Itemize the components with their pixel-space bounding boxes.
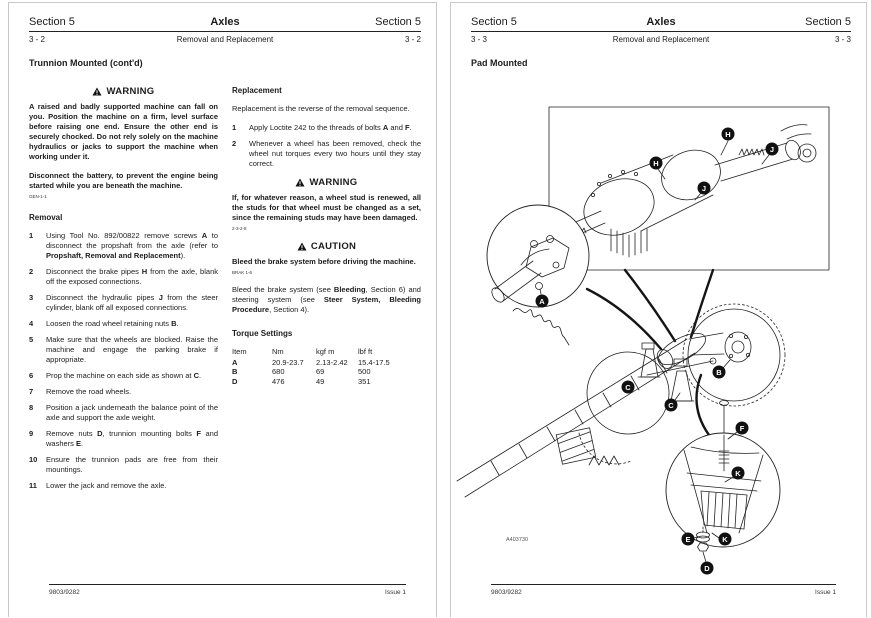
svg-text:C: C bbox=[668, 401, 674, 410]
topic-heading: Trunnion Mounted (cont'd) bbox=[29, 58, 143, 68]
step-number: 3 bbox=[29, 293, 34, 302]
callout-j1 bbox=[766, 143, 779, 156]
warning-heading bbox=[29, 86, 218, 97]
svg-text:K: K bbox=[722, 535, 728, 544]
step-number: 1 bbox=[29, 231, 34, 240]
warning-icon bbox=[295, 178, 305, 187]
removal-step bbox=[29, 335, 218, 365]
caution-text: Bleed the brake system before driving the machine. bbox=[232, 257, 416, 266]
table-cell: 500 bbox=[358, 367, 371, 376]
callout-c1 bbox=[622, 381, 635, 394]
leader-swoosh bbox=[691, 270, 713, 337]
step-text: Prop the machine on each side as shown at C. bbox=[46, 371, 202, 380]
step-number: 6 bbox=[29, 371, 34, 380]
step-text: Make sure that the wheels are blocked. Raise the machine and engage the parking brake if appropriate. bbox=[46, 335, 218, 364]
header-section-right: Section 5 bbox=[805, 16, 851, 28]
table-cell: D bbox=[232, 376, 238, 386]
step-number: 1 bbox=[232, 123, 237, 132]
header-section-left: Section 5 bbox=[471, 16, 517, 28]
callout-f bbox=[736, 422, 749, 435]
table-row bbox=[232, 367, 421, 377]
svg-text:H: H bbox=[725, 130, 731, 139]
column-header: kgf m bbox=[316, 347, 335, 356]
callout-d bbox=[701, 562, 714, 575]
right-column bbox=[232, 78, 421, 497]
removal-step bbox=[29, 371, 218, 381]
replacement-step bbox=[232, 139, 421, 169]
svg-text:C: C bbox=[625, 383, 631, 392]
warning-label: WARNING bbox=[106, 86, 155, 97]
step-text: Disconnect the brake pipes H from the axle, blank off the exposed connections. bbox=[46, 267, 218, 286]
step-number: 8 bbox=[29, 403, 34, 412]
issue-label: Issue 1 bbox=[385, 589, 406, 596]
leader-swoosh bbox=[625, 270, 675, 341]
table-cell: 476 bbox=[272, 376, 285, 386]
figure-reference: A403730 bbox=[506, 537, 529, 543]
step-text: Lower the jack and remove the axle. bbox=[46, 481, 167, 490]
callout-k1 bbox=[732, 467, 745, 480]
reference-code: GEN-1-1 bbox=[29, 194, 47, 199]
chapter-subtitle: Removal and Replacement bbox=[612, 35, 710, 44]
table-cell: 680 bbox=[272, 367, 285, 376]
step-number: 5 bbox=[29, 335, 34, 344]
svg-text:B: B bbox=[716, 368, 722, 377]
step-text: Using Tool No. 892/00822 remove screws A to disconnect the propshaft from the axle (refer to Propshaft, Removal and Replacement). bbox=[46, 231, 218, 260]
svg-text:J: J bbox=[769, 145, 775, 154]
header-section-right: Section 5 bbox=[375, 16, 421, 28]
removal-step bbox=[29, 387, 218, 397]
leader-swoosh bbox=[587, 289, 661, 349]
table-cell: 2.13-2.42 bbox=[316, 357, 348, 367]
replacement-intro: Replacement is the reverse of the removal sequence. bbox=[232, 104, 410, 113]
header-title: Axles bbox=[646, 16, 676, 28]
step-text: Remove the road wheels. bbox=[46, 387, 132, 396]
replacement-heading: Replacement bbox=[232, 86, 282, 95]
step-number: 11 bbox=[29, 481, 37, 490]
callout-h1 bbox=[722, 128, 735, 141]
step-text: Ensure the trunnion pads are free from their mountings. bbox=[46, 455, 218, 474]
removal-step bbox=[29, 293, 218, 313]
torque-table bbox=[232, 347, 421, 386]
header-title: Axles bbox=[210, 16, 240, 28]
step-number: 2 bbox=[232, 139, 237, 148]
chapter-subtitle: Removal and Replacement bbox=[176, 35, 274, 44]
step-number: 9 bbox=[29, 429, 34, 438]
caution-label: CAUTION bbox=[310, 241, 357, 252]
squiggle-line bbox=[513, 308, 569, 345]
topic-heading: Pad Mounted bbox=[471, 58, 528, 68]
replacement-step bbox=[232, 123, 421, 133]
callout-k2 bbox=[719, 533, 732, 546]
left-column bbox=[29, 78, 218, 497]
page-number-right: 3 - 3 bbox=[834, 35, 851, 44]
axle-diagram bbox=[451, 3, 867, 618]
table-row bbox=[232, 358, 421, 368]
svg-text:F: F bbox=[739, 424, 745, 433]
svg-text:J: J bbox=[701, 184, 707, 193]
table-cell: A bbox=[232, 357, 238, 367]
page-number-right: 3 - 2 bbox=[404, 35, 421, 44]
svg-text:E: E bbox=[685, 535, 691, 544]
bleed-paragraph: Bleed the brake system (see Bleeding, Section 6) and steering system (see Steer System, Bleeding Procedure, Section 4). bbox=[232, 285, 421, 314]
page-subheader bbox=[29, 32, 421, 44]
callout-c2 bbox=[665, 399, 678, 412]
page-number-left: 3 - 2 bbox=[29, 35, 46, 44]
table-cell: 49 bbox=[316, 376, 325, 386]
page-header bbox=[29, 3, 421, 32]
warning-text: Disconnect the battery, to prevent the engine being started while you are beneath the machine. bbox=[29, 171, 218, 190]
warning-text: If, for whatever reason, a wheel stud is renewed, all the studs for that wheel must be changed as a set, since the remaining studs may have been damaged. bbox=[232, 193, 421, 222]
manual-page-3-3 bbox=[450, 2, 867, 617]
publication-number: 9803/9282 bbox=[491, 589, 522, 596]
header-section-left: Section 5 bbox=[29, 16, 75, 28]
step-text: Remove nuts D, trunnion mounting bolts F and washers E. bbox=[46, 429, 218, 448]
callout-h2 bbox=[650, 157, 663, 170]
column-header: Item bbox=[232, 347, 247, 356]
publication-number: 9803/9282 bbox=[49, 589, 80, 596]
diagram-inset-propshaft bbox=[487, 205, 589, 345]
removal-step bbox=[29, 429, 218, 449]
svg-text:D: D bbox=[704, 564, 710, 573]
issue-label: Issue 1 bbox=[815, 589, 836, 596]
reference-code: 2-3-2-8 bbox=[232, 226, 247, 231]
step-text: Whenever a wheel has been removed, check the wheel nut torques every two hours until they stay correct. bbox=[249, 139, 421, 168]
step-number: 4 bbox=[29, 319, 34, 328]
page-footer bbox=[49, 584, 406, 596]
removal-step bbox=[29, 481, 218, 491]
table-cell: 20.9-23.7 bbox=[272, 357, 304, 367]
svg-text:H: H bbox=[653, 159, 659, 168]
callout-b bbox=[713, 366, 726, 379]
warning-icon bbox=[92, 87, 102, 96]
manual-page-3-2 bbox=[8, 2, 437, 617]
torque-table-header bbox=[232, 347, 421, 357]
table-cell: 69 bbox=[316, 367, 325, 376]
caution-icon bbox=[297, 242, 307, 251]
step-number: 7 bbox=[29, 387, 34, 396]
table-cell: B bbox=[232, 367, 238, 376]
removal-heading: Removal bbox=[29, 213, 63, 222]
page-number-left: 3 - 3 bbox=[471, 35, 488, 44]
callout-a bbox=[536, 295, 549, 308]
table-cell: 351 bbox=[358, 376, 371, 386]
step-text: Apply Loctite 242 to the threads of bolts A and F. bbox=[249, 123, 412, 132]
table-cell: 15.4-17.5 bbox=[358, 357, 390, 367]
table-row bbox=[232, 377, 421, 387]
removal-step bbox=[29, 319, 218, 329]
column-header: Nm bbox=[272, 347, 284, 356]
removal-step bbox=[29, 267, 218, 287]
torque-settings-heading: Torque Settings bbox=[232, 329, 293, 338]
warning-text: A raised and badly supported machine can fall on you. Position the machine on a firm, level surface before raising one end. Ensure the other end is securely chocked. Do not rely solely on the machine hydraulics or jacks to support the machine when working under it. bbox=[29, 102, 218, 161]
diagram-inset-box bbox=[549, 107, 829, 270]
step-number: 10 bbox=[29, 455, 38, 464]
caution-heading bbox=[232, 241, 421, 252]
removal-step bbox=[29, 403, 218, 423]
warning-label: WARNING bbox=[309, 177, 358, 188]
svg-text:K: K bbox=[735, 469, 741, 478]
step-text: Disconnect the hydraulic pipes J from the steer cylinder, blank off all exposed connections. bbox=[46, 293, 218, 312]
warning-heading bbox=[232, 177, 421, 188]
callout-e bbox=[682, 533, 695, 546]
removal-step bbox=[29, 231, 218, 261]
step-text: Position a jack underneath the balance point of the axle and support the axle weight. bbox=[46, 403, 218, 422]
callout-j2 bbox=[698, 182, 711, 195]
step-number: 2 bbox=[29, 267, 34, 276]
svg-text:A: A bbox=[539, 297, 545, 306]
step-text: Loosen the road wheel retaining nuts B. bbox=[46, 319, 179, 328]
removal-step bbox=[29, 455, 218, 475]
page-footer bbox=[491, 584, 836, 596]
column-header: lbf ft bbox=[358, 347, 373, 356]
reference-code: BRAK 1-6 bbox=[232, 270, 253, 275]
